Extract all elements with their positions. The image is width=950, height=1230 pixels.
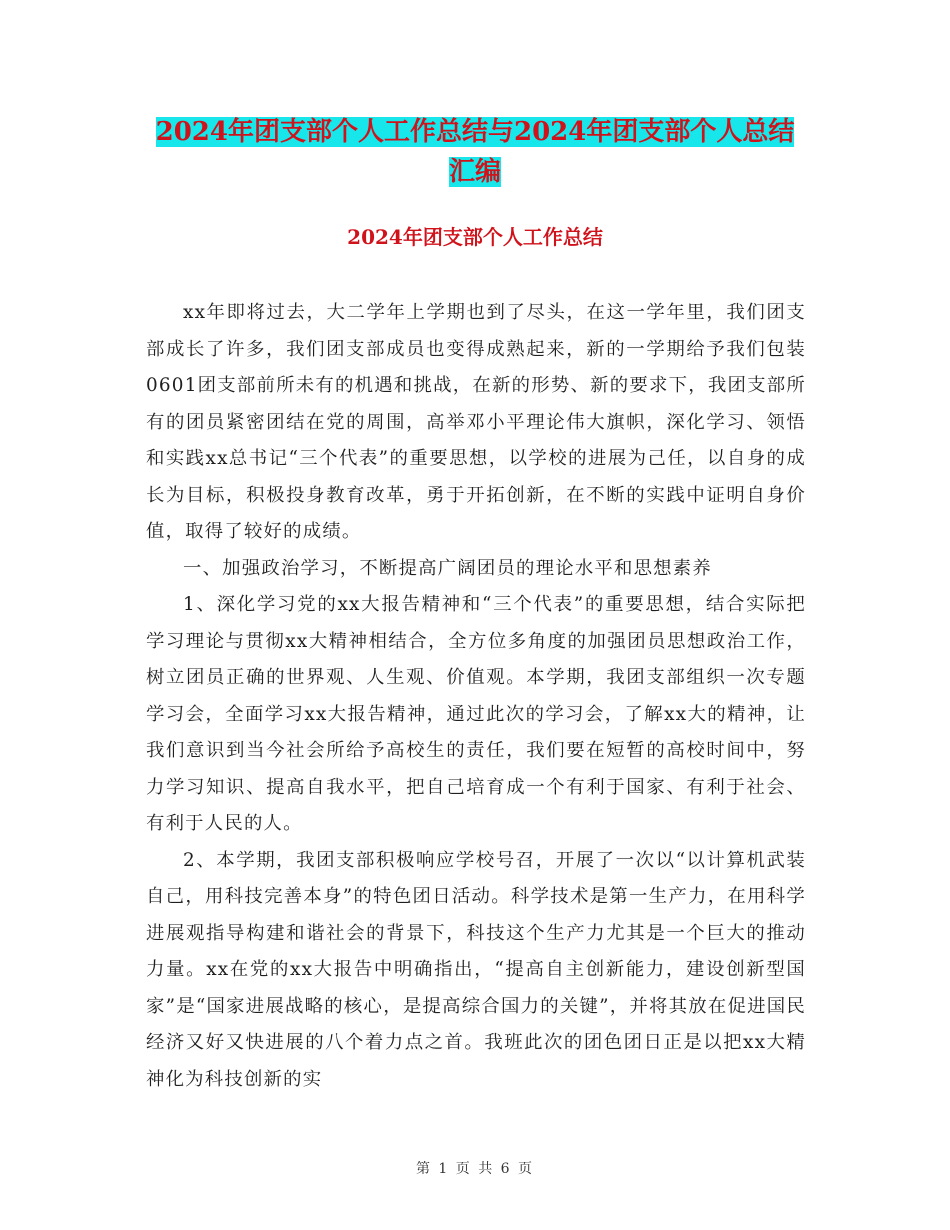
paragraph-item-2: 2、本学期，我团支部积极响应学校号召，开展了一次以“以计算机武装自己，用科技完善本身”的特色团日活动。科学技术是第一生产力，在用科学进展观指导构建和谐社会的背景下，科技这个生产力尤其是一个巨大的推动力量。xx在党的xx大报告中明确指出，“提高自主创新能力，建设创新型国家”是“国家进展战略的核心，是提高综合国力的关键”，并将其放在促进国民经济又好又快进展的八个着力点之首。我班此次的团色团日正是以把xx大精神化为科技创新的实 <box>146 849 806 1090</box>
document-body <box>146 295 806 1098</box>
page-footer: 第 1 页 共 6 页 <box>415 1161 535 1177</box>
document-title-line1: 2024年团支部个人工作总结与2024年团支部个人总结 <box>155 117 795 147</box>
paragraph-intro: xx年即将过去，大二学年上学期也到了尽头，在这一学年里，我们团支部成长了许多，我们团支部成员也变得成熟起来，新的一学期给予我们包装0601团支部前所未有的机遇和挑战，在新的形势、新的要求下，我团支部所有的团员紧密团结在党的周围，高举邓小平理论伟大旗帜，深化学习、领悟和实践xx总书记“三个代表”的重要思想，以学校的进展为己任，以自身的成长为目标，积极投身教育改革，勇于开拓创新，在不断的实践中证明自身价值，取得了较好的成绩。 <box>146 302 806 542</box>
paragraph-heading-1: 一、加强政治学习，不断提高广阔团员的理论水平和思想素养 <box>183 557 712 579</box>
document-title <box>0 112 950 192</box>
section-title: 2024年团支部个人工作总结 <box>347 225 603 249</box>
document-title-line2: 汇编 <box>448 157 501 187</box>
paragraph-item-1: 1、深化学习党的xx大报告精神和“三个代表”的重要思想，结合实际把学习理论与贯彻xx大精神相结合，全方位多角度的加强团员思想政治工作，树立团员正确的世界观、人生观、价值观。本学期，我团支部组织一次专题学习会，全面学习xx大报告精神，通过此次的学习会，了解xx大的精神，让我们意识到当今社会所给予高校生的责任，我们要在短暂的高校时间中，努力学习知识、提高自我水平，把自己培育成一个有利于国家、有利于社会、有利于人民的人。 <box>146 594 806 834</box>
